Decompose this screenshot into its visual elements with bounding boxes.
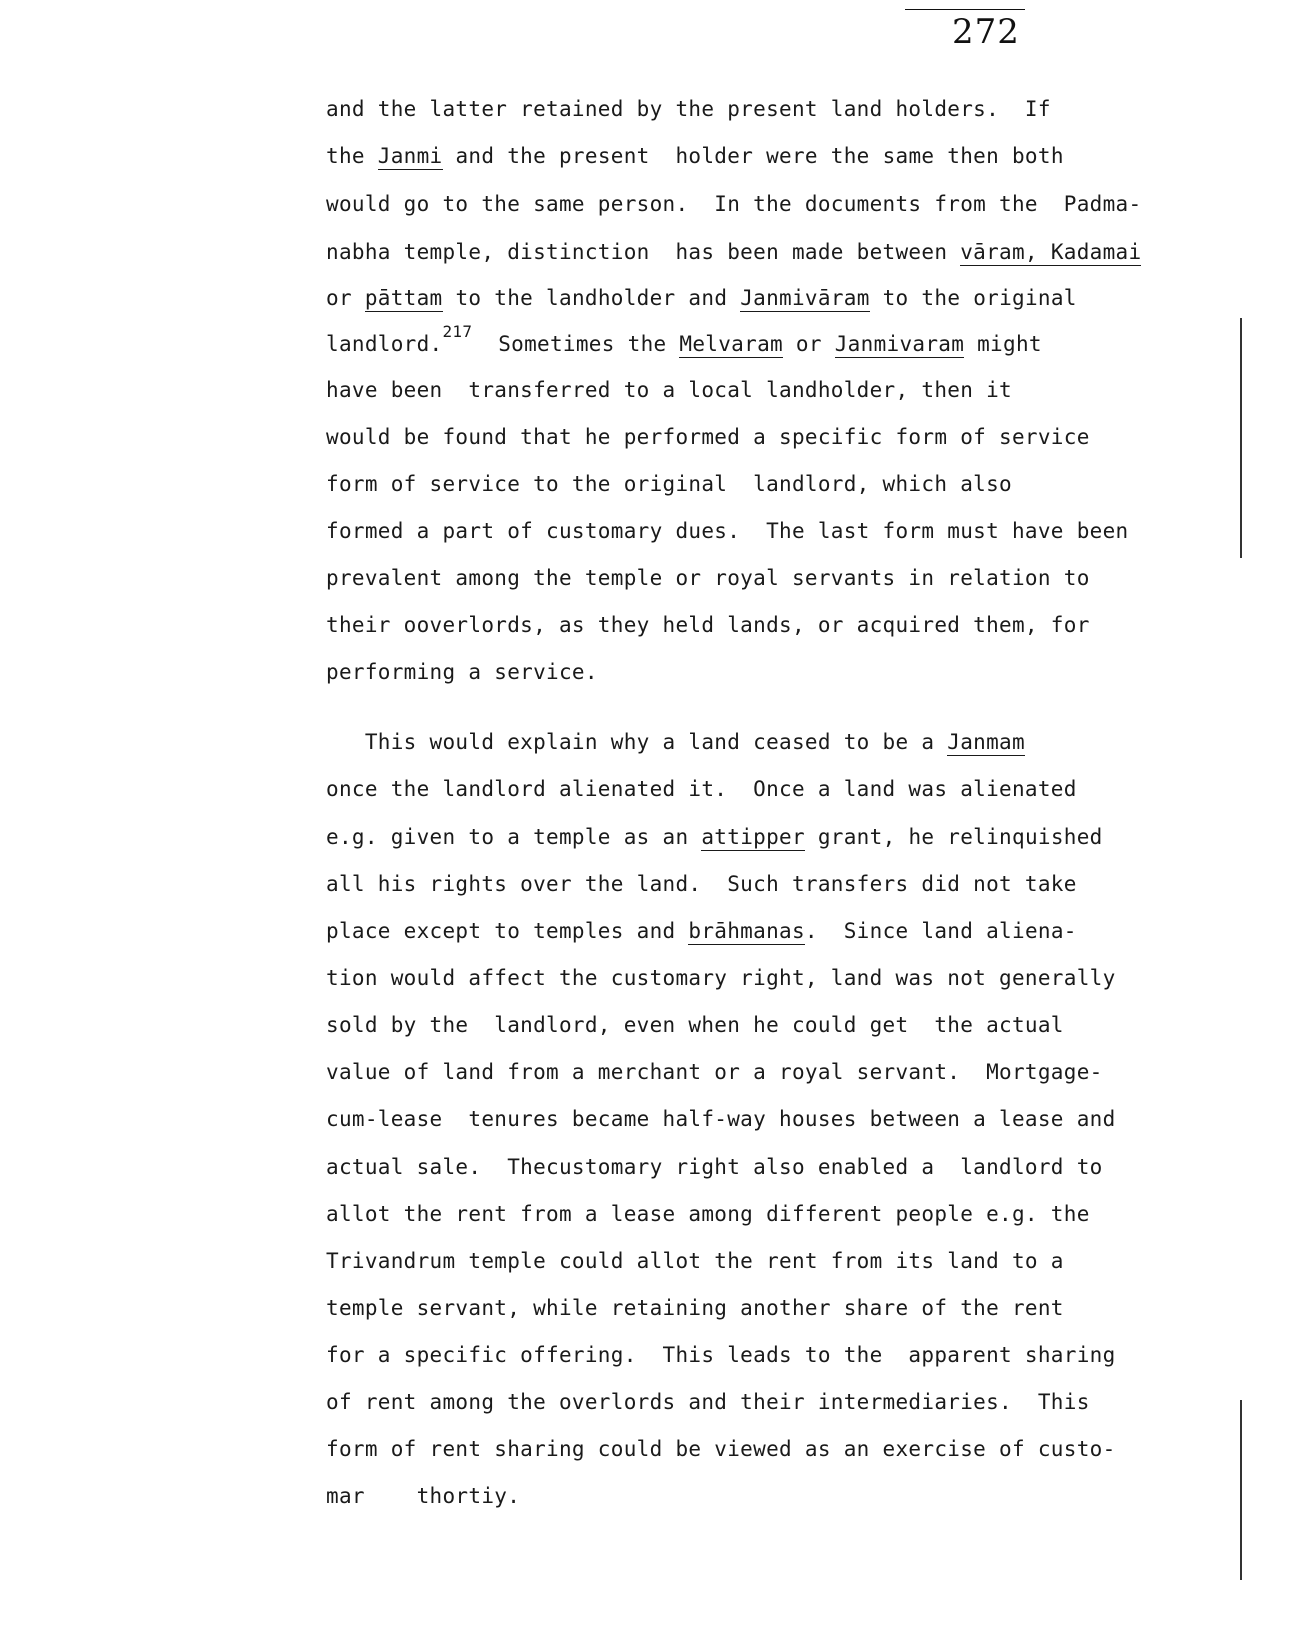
text-run: to the original: [869, 286, 1077, 310]
text-line: [326, 1202, 1090, 1242]
text-line: [326, 730, 1025, 770]
text-line: [326, 872, 1077, 912]
text-run: nabha temple, distinction has been made between: [326, 240, 961, 264]
text-line: [326, 825, 1103, 865]
text-run: their ooverlords, as they held lands, or acquired them, for: [326, 613, 1090, 637]
page-number: 272: [952, 12, 1020, 52]
text-run: and the present holder were the same then both: [442, 144, 1064, 168]
text-run: allot the rent from a lease among different people e.g. the: [326, 1202, 1090, 1226]
text-run: sold by the landlord, even when he could get the actual: [326, 1013, 1064, 1037]
text-line: [326, 1390, 1090, 1430]
underlined-term: Janmivāram: [740, 286, 870, 310]
text-run: might: [964, 332, 1042, 356]
text-run: formed a part of customary dues. The last form must have been: [326, 519, 1129, 543]
text-line: [326, 472, 1012, 512]
text-run: for a specific offering. This leads to the apparent sharing: [326, 1343, 1116, 1367]
text-run: once the landlord alienated it. Once a land was alienated: [326, 777, 1077, 801]
footnote-reference: 217: [442, 322, 473, 341]
text-line: [326, 97, 1051, 137]
text-run: mar thortiy.: [326, 1484, 521, 1508]
text-line: [326, 1060, 1103, 1100]
text-run: would go to the same person. In the documents from the Padma-: [326, 192, 1142, 216]
text-line: [326, 1013, 1064, 1053]
text-run: or: [326, 286, 365, 310]
text-line: [326, 378, 1012, 418]
text-run: all his rights over the land. Such transfers did not take: [326, 872, 1077, 896]
text-run: value of land from a merchant or a royal servant. Mortgage-: [326, 1060, 1103, 1084]
text-run: Sometimes the: [472, 332, 680, 356]
text-line: [326, 966, 1116, 1006]
text-line: [326, 1343, 1116, 1383]
text-run: . Since land aliena-: [804, 919, 1077, 943]
text-line: [326, 240, 1141, 280]
underlined-term: Janmam: [947, 730, 1025, 754]
underlined-term: brāhmanas: [688, 919, 805, 943]
text-line: [326, 286, 1077, 326]
text-run: actual sale. Thecustomary right also enabled a landlord to: [326, 1155, 1103, 1179]
text-line: [326, 425, 1090, 465]
underlined-term: vāram, Kadamai: [960, 240, 1142, 264]
text-line: [326, 919, 1077, 959]
text-run: would be found that he performed a specific form of service: [326, 425, 1090, 449]
text-run: the: [326, 144, 378, 168]
text-line: [326, 1155, 1103, 1195]
text-run: to the landholder and: [442, 286, 741, 310]
text-run: form of service to the original landlord, which also: [326, 472, 1012, 496]
text-run: temple servant, while retaining another share of the rent: [326, 1296, 1064, 1320]
underlined-term: attipper: [701, 825, 805, 849]
text-run: of rent among the overlords and their intermediaries. This: [326, 1390, 1090, 1414]
text-line: [326, 144, 1064, 184]
text-run: place except to temples and: [326, 919, 689, 943]
page-number-rule: [905, 9, 1025, 10]
text-run: This would explain why a land ceased to be a: [326, 730, 948, 754]
text-line: [326, 660, 598, 700]
text-line: [326, 1107, 1116, 1147]
margin-rule-right-upper: [1240, 318, 1242, 558]
text-run: performing a service.: [326, 660, 598, 684]
underlined-term: pāttam: [364, 286, 443, 310]
underlined-term: Melvaram: [679, 332, 783, 356]
text-line: [326, 322, 1042, 372]
text-line: [326, 1296, 1064, 1336]
text-run: and the latter retained by the present land holders. If: [326, 97, 1051, 121]
text-run: prevalent among the temple or royal servants in relation to: [326, 566, 1090, 590]
text-run: tion would affect the customary right, land was not generally: [326, 966, 1116, 990]
text-run: or: [782, 332, 835, 356]
text-run: Trivandrum temple could allot the rent from its land to a: [326, 1249, 1064, 1273]
text-line: [326, 613, 1090, 653]
text-line: [326, 777, 1077, 817]
text-line: [326, 566, 1090, 606]
text-run: grant, he relinquished: [804, 825, 1103, 849]
text-line: [326, 192, 1141, 232]
text-run: have been transferred to a local landholder, then it: [326, 378, 1012, 402]
text-line: [326, 1249, 1064, 1289]
text-line: [326, 519, 1128, 559]
text-line: [326, 1437, 1116, 1477]
text-run: form of rent sharing could be viewed as an exercise of custo-: [326, 1437, 1116, 1461]
margin-rule-right-lower: [1240, 1400, 1242, 1580]
text-run: cum-lease tenures became half-way houses between a lease and: [326, 1107, 1116, 1131]
underlined-term: Janmivaram: [834, 332, 965, 356]
text-line: [326, 1484, 520, 1524]
underlined-term: Janmi: [377, 144, 443, 168]
text-run: e.g. given to a temple as an: [326, 825, 702, 849]
text-run: landlord.: [326, 332, 443, 356]
